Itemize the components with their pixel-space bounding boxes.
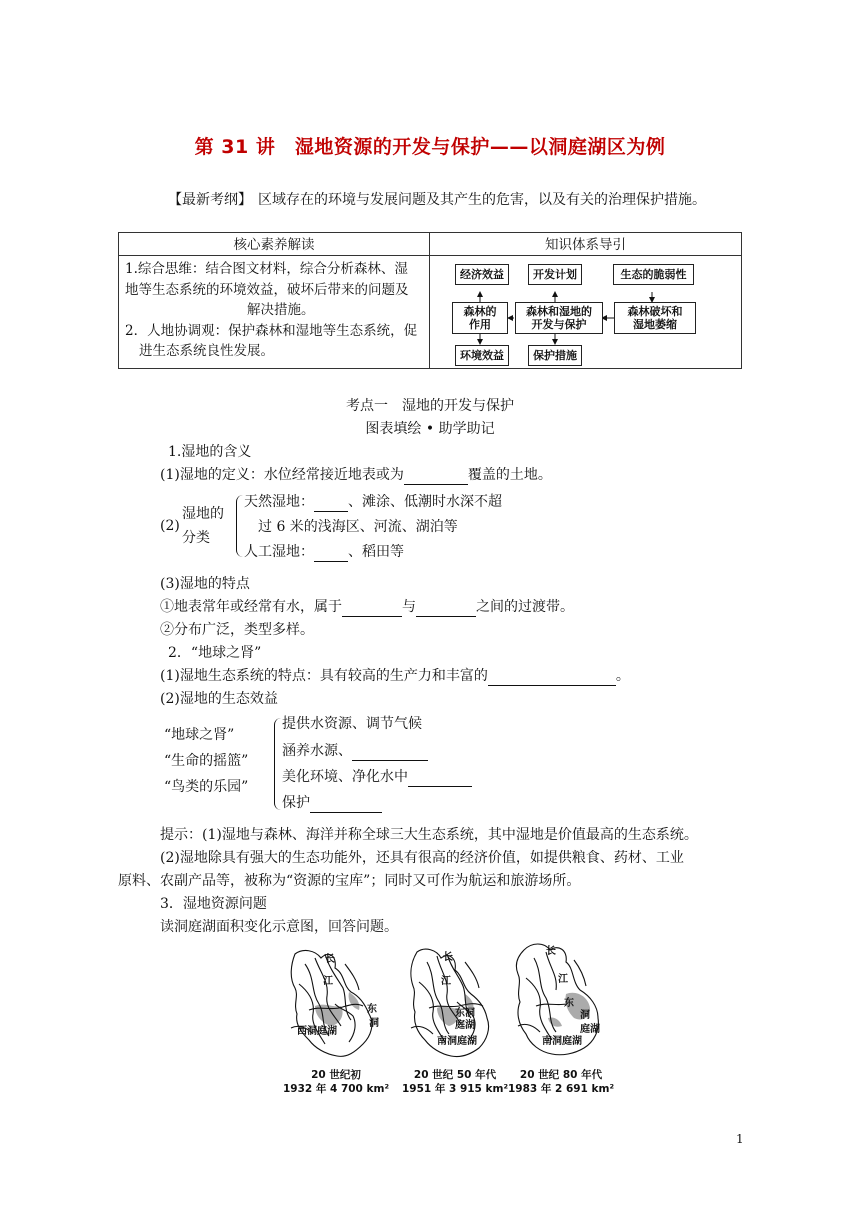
- box-economic: 经济效益: [455, 264, 509, 285]
- map-caption-area: 1951 年 3 915 km²: [401, 1083, 509, 1095]
- map-3: [508, 938, 612, 1064]
- page-number: 1: [736, 1132, 744, 1146]
- artificial-text: 、稻田等: [348, 544, 404, 560]
- map-label: 南洞庭湖: [542, 1036, 582, 1047]
- heading-kidney: 2．“地球之肾”: [168, 645, 262, 661]
- benefit-1: 提供水资源、调节气候: [282, 716, 422, 732]
- feature-text: ①地表常年或经常有水，属于: [160, 599, 342, 615]
- map-label: 西洞庭湖: [297, 1026, 337, 1037]
- blank-fill: [404, 484, 468, 485]
- box-fragility: 生态的脆弱性: [613, 264, 694, 285]
- box-measures: 保护措施: [528, 345, 582, 366]
- map-label: 洞: [369, 1018, 379, 1029]
- map-label: 南洞庭湖: [437, 1036, 477, 1047]
- benefit-text: 保护: [282, 795, 310, 811]
- literacy-line: 解决措施。: [247, 302, 315, 318]
- map-label: 庭湖: [455, 1020, 475, 1031]
- box-center: 森林和湿地的 开发与保护: [515, 302, 603, 334]
- tip-2b: 原料、农副产品等，被称为“资源的宝库”；同时又可作为航运和旅游场所。: [118, 873, 581, 889]
- benefit-4: [282, 793, 382, 813]
- ecosystem-text: (1)湿地生态系统的特点：具有较高的生产力和丰富的: [160, 668, 488, 684]
- box-damage: 森林破坏和 湿地萎缩: [614, 302, 696, 334]
- natural-text: 、滩涂、低潮时水深不超: [348, 494, 502, 510]
- blank-fill: [488, 685, 616, 686]
- map-caption: [278, 1068, 394, 1096]
- feature-text: 与: [402, 599, 416, 615]
- blank-fill: [314, 561, 348, 562]
- table-header-right: 知识体系导引: [430, 233, 742, 256]
- classification-number: (2): [160, 518, 180, 534]
- core-literacy-cell: [119, 256, 430, 369]
- page-title: 第 31 讲 湿地资源的开发与保护——以洞庭湖区为例: [194, 136, 666, 158]
- nickname-2: “生命的摇篮”: [164, 753, 249, 769]
- benefit-3: [282, 767, 472, 787]
- map-caption: [502, 1068, 620, 1096]
- benefit-text: 美化环境、净化水中: [282, 769, 408, 785]
- blank-fill: [352, 760, 428, 761]
- knowledge-diagram-cell: [430, 256, 742, 369]
- blank-fill: [342, 616, 402, 617]
- map-caption-area: 1983 年 2 691 km²: [507, 1083, 615, 1095]
- features-heading: (3)湿地的特点: [160, 576, 250, 592]
- map-label: 庭湖: [580, 1024, 600, 1035]
- syllabus: [168, 190, 706, 210]
- artificial-wetland: [244, 542, 404, 562]
- section-heading: 考点一 湿地的开发与保护: [346, 398, 514, 414]
- classification-label: 分类: [182, 530, 210, 546]
- heading-wetland-meaning: 1.湿地的含义: [168, 444, 252, 460]
- box-forest-role: 森林的 作用: [452, 302, 508, 334]
- map-label: 江: [441, 976, 451, 987]
- feature-1: [160, 597, 574, 617]
- map-label: 洞: [580, 1010, 590, 1021]
- section-subheading: 图表填绘 • 助学助记: [365, 421, 495, 437]
- natural-label: 天然湿地：: [244, 494, 314, 510]
- blank-fill: [314, 511, 348, 512]
- nickname-3: “鸟类的乐园”: [164, 779, 249, 795]
- map-caption-area: 1932 年 4 700 km²: [282, 1083, 390, 1095]
- map-1: [285, 944, 385, 1064]
- map-label: 江: [558, 974, 568, 985]
- natural-wetland-cont: 过 6 米的浅海区、河流、湖泊等: [258, 519, 458, 535]
- core-literacy-table: [118, 232, 742, 369]
- definition-text: (1)湿地的定义：水位经常接近地表或为: [160, 467, 404, 483]
- ecosystem-text: 。: [615, 668, 630, 684]
- feature-2: ②分布广泛，类型多样。: [160, 622, 314, 638]
- benefit-brace: [274, 718, 281, 810]
- blank-fill: [310, 812, 382, 813]
- map-caption-era: 20 世纪初: [311, 1069, 361, 1081]
- map-label: 长: [546, 946, 556, 957]
- map-2: [403, 944, 503, 1064]
- read-instruction: 读洞庭湖面积变化示意图，回答问题。: [160, 919, 398, 935]
- table-header-left: 核心素养解读: [119, 233, 430, 256]
- map-label: 东: [564, 998, 574, 1009]
- ecosystem-feature: [160, 666, 630, 686]
- map-label: 长: [443, 952, 453, 963]
- classification-label: 湿地的: [182, 506, 224, 522]
- map-label: 长: [325, 954, 335, 965]
- ecological-benefit-heading: (2)湿地的生态效益: [160, 691, 278, 707]
- feature-text: 之间的过渡带。: [476, 599, 574, 615]
- natural-wetland: [244, 492, 502, 512]
- wetland-definition: [160, 465, 552, 485]
- classification-brace: [236, 495, 243, 557]
- map-caption: [396, 1068, 514, 1096]
- box-environment: 环境效益: [455, 345, 509, 366]
- map-caption-era: 20 世纪 80 年代: [519, 1069, 603, 1081]
- literacy-line: 进生态系统良性发展。: [139, 343, 274, 359]
- definition-end: 覆盖的土地。: [467, 467, 552, 483]
- map-label: 东洞: [455, 1008, 475, 1019]
- nickname-1: “地球之肾”: [164, 727, 235, 743]
- blank-fill: [408, 786, 472, 787]
- map-caption-era: 20 世纪 50 年代: [413, 1069, 497, 1081]
- tip-2a: (2)湿地除具有强大的生态功能外，还具有很高的经济价值，如提供粮食、药材、工业: [160, 850, 684, 866]
- literacy-line: 2．人地协调观：保护森林和湿地等生态系统，促: [125, 323, 418, 339]
- benefit-2: [282, 741, 428, 761]
- syllabus-label: 【最新考纲】: [168, 192, 252, 208]
- heading-problems: 3．湿地资源问题: [160, 896, 267, 912]
- benefit-text: 涵养水源、: [282, 743, 352, 759]
- literacy-line: 地等生态系统的环境效益，破坏后带来的问题及: [125, 282, 409, 298]
- map-label: 江: [323, 976, 333, 987]
- map-label: 东: [367, 1004, 377, 1015]
- literacy-line: 1.综合思维：结合图文材料，综合分析森林、湿: [125, 261, 408, 277]
- syllabus-text: 区域存在的环境与发展问题及其产生的危害，以及有关的治理保护措施。: [258, 192, 706, 208]
- tip-1: 提示：(1)湿地与森林、海洋并称全球三大生态系统，其中湿地是价值最高的生态系统。: [160, 827, 698, 843]
- artificial-label: 人工湿地：: [244, 544, 314, 560]
- box-plan: 开发计划: [528, 264, 582, 285]
- blank-fill: [416, 616, 476, 617]
